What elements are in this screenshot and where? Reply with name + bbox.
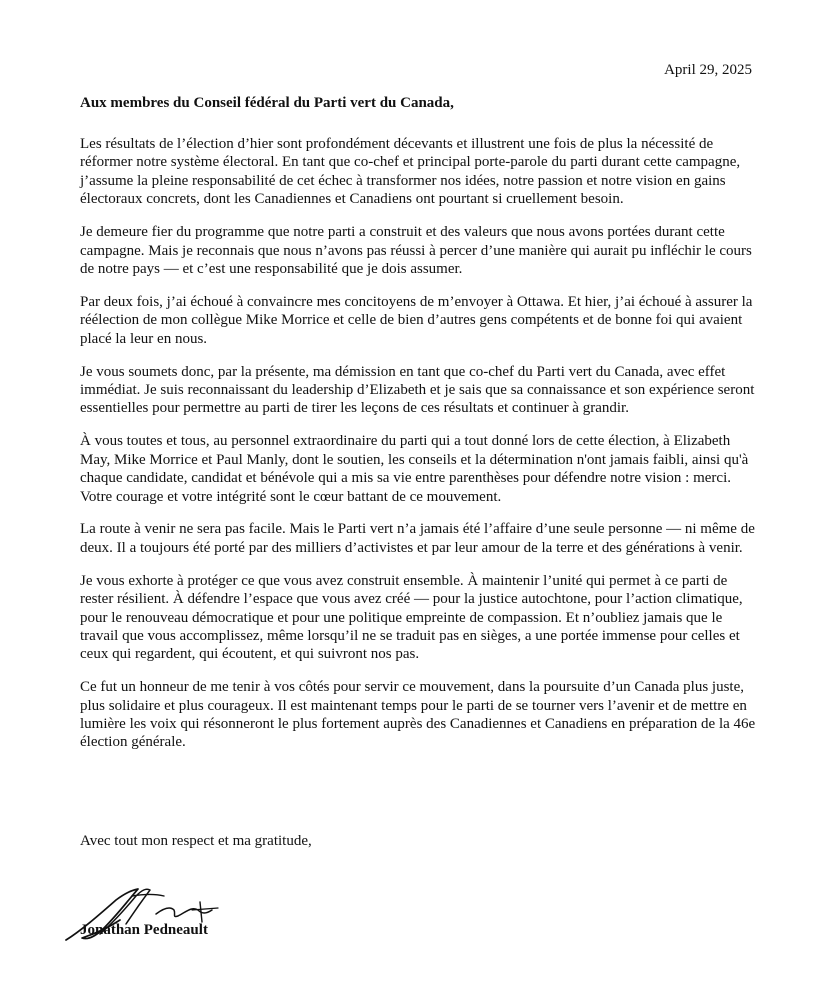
paragraph-3: Par deux fois, j’ai échoué à convaincre mes concitoyens de m’envoyer à Ottawa. Et hier, j’ai échoué à assurer la réélection de mon collègue Mike Morrice et celle de bien d’autres gens compétents et de bonne foi qui avaient placé la leur en nous. [80, 293, 753, 347]
paragraph-7: Je vous exhorte à protéger ce que vous avez construit ensemble. À maintenir l’unité qui permet à ce parti de rester résilient. À défendre l’espace que vous avez créé — pour la justice autochtone, pour l’action climatique, pour le renouveau démocratique et pour une politique empreinte de compassion. Et n’oubliez jamais que le travail que vous accomplissez, même lorsqu’il ne se traduit pas en sièges, a une portée immense pour celles et ceux qui regardent, qui écoutent, et qui suivront nos pas. [80, 572, 743, 663]
paragraph-5: À vous toutes et tous, au personnel extraordinaire du parti qui a tout donné lors de cette élection, à Elizabeth May, Mike Morrice et Paul Manly, dont le soutien, les conseils et la détermination n'ont jamais faibli, ainsi qu'à chaque candidate, candidat et bénévole qui a mis sa vie entre parenthèses pour défendre notre vision : merci. Votre courage et votre intégrité sont le cœur battant de ce mouvement. [80, 433, 749, 505]
closing: Avec tout mon respect et ma gratitude, [80, 833, 312, 849]
letter-body [80, 135, 756, 766]
paragraph-1: Les résultats de l’élection d’hier sont profondément décevants et illustrent une fois de plus la nécessité de réformer notre système électoral. En tant que co-chef et principal porte-parole du parti durant cette campagne, j’assume la pleine responsabilité de cet échec à transformer nos idées, notre passion et notre vision en gains électoraux concrets, dont les Canadiennes et Canadiens ont pourtant si cruellement besoin. [80, 136, 741, 208]
signer-name: Jonathan Pedneault [80, 922, 208, 938]
letter-date: April 29, 2025 [664, 62, 752, 78]
paragraph-2: Je demeure fier du programme que notre parti a construit et des valeurs que nous avons portées durant cette campagne. Mais je reconnais que nous n’avons pas réussi à percer d’une manière qui aurait pu infléchir le cours de notre pays — et c’est une responsabilité que je dois assumer. [80, 224, 752, 277]
paragraph-8: Ce fut un honneur de me tenir à vos côtés pour servir ce mouvement, dans la poursuite d’un Canada plus juste, plus solidaire et plus courageux. Il est maintenant temps pour le parti de se tourner vers l’avenir et de mettre en lumière les voix qui résonneront le plus fortement auprès des Canadiennes et Canadiens en préparation de la 46e élection générale. [80, 679, 756, 751]
paragraph-6: La route à venir ne sera pas facile. Mais le Parti vert n’a jamais été l’affaire d’une seule personne — ni même de deux. Il a toujours été porté par des milliers d’activistes et par leur amour de la terre et des générations à venir. [80, 521, 755, 556]
paragraph-4: Je vous soumets donc, par la présente, ma démission en tant que co-chef du Parti vert du Canada, avec effet immédiat. Je suis reconnaissant du leadership d’Elizabeth et je sais que sa connaissance et son expérience seront essentielles pour permettre au parti de tirer les leçons de ces résultats et continuer à grandir. [80, 363, 755, 417]
salutation: Aux membres du Conseil fédéral du Parti vert du Canada, [80, 95, 454, 111]
